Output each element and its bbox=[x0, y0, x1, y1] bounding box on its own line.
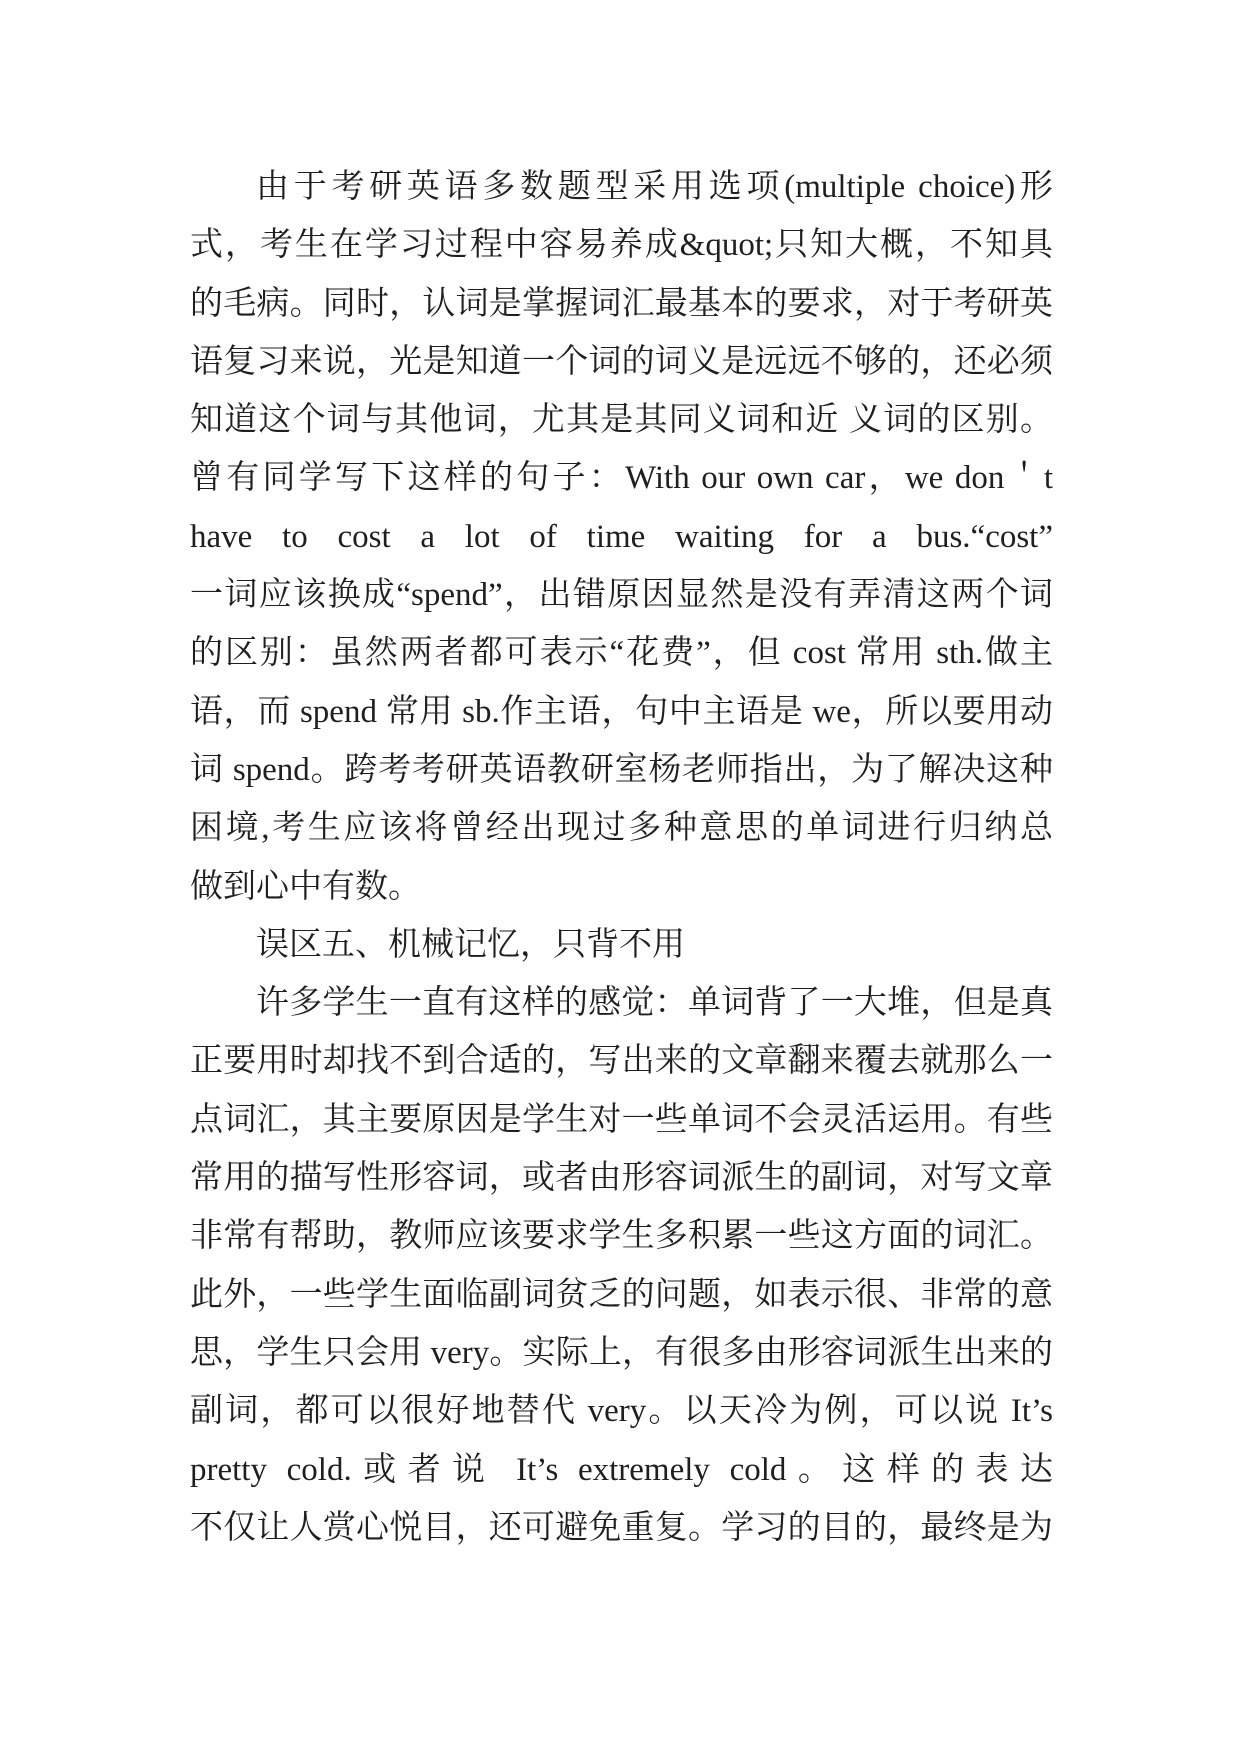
text-line: 非常有帮助，教师应该要求学生多积累一些这方面的词汇。 bbox=[190, 1218, 1053, 1255]
document-body bbox=[190, 158, 1053, 1557]
text-line: 的毛病。同时，认词是掌握词汇最基本的要求，对于考研英 bbox=[190, 285, 1053, 322]
text-line: pretty cold.或者说 It’s extremely cold。这样的表达 bbox=[190, 1451, 1053, 1488]
text-line: 式，考生在学习过程中容易养成&quot;只知大概，不知具 bbox=[190, 227, 1053, 264]
text-line: 思，学生只会用 very。实际上，有很多由形容词派生出来的 bbox=[190, 1334, 1053, 1371]
text-line: 正要用时却找不到合适的，写出来的文章翻来覆去就那么一 bbox=[190, 1043, 1053, 1080]
text-line: 常用的描写性形容词，或者由形容词派生的副词，对写文章 bbox=[190, 1160, 1053, 1197]
text-line: 许多学生一直有这样的感觉：单词背了一大堆，但是真 bbox=[256, 985, 1053, 1022]
text-line: 副词，都可以很好地替代 very。以天冷为例，可以说 It’s bbox=[190, 1393, 1053, 1430]
text-line: 不仅让人赏心悦目，还可避免重复。学习的目的，最终是为 bbox=[190, 1509, 1053, 1546]
paragraph bbox=[190, 974, 1053, 1557]
text-line: 的区别：虽然两者都可表示“花费”，但 cost 常用 sth.做主 bbox=[190, 635, 1053, 672]
text-line: 点词汇，其主要原因是学生对一些单词不会灵活运用。有些 bbox=[190, 1101, 1053, 1138]
paragraph bbox=[190, 158, 1053, 916]
text-line: 词 spend。跨考考研英语教研室杨老师指出，为了解决这种 bbox=[190, 751, 1053, 788]
text-line: 此外，一些学生面临副词贫乏的问题，如表示很、非常的意 bbox=[190, 1276, 1053, 1313]
text-line: 语，而 spend 常用 sb.作主语，句中主语是 we，所以要用动 bbox=[190, 693, 1053, 730]
text-line: 做到心中有数。 bbox=[190, 868, 421, 905]
section-heading-text: 误区五、机械记忆，只背不用 bbox=[256, 926, 685, 963]
text-line: 一词应该换成“spend”，出错原因显然是没有弄清这两个词 bbox=[190, 577, 1053, 614]
text-line: 由于考研英语多数题型采用选项(multiple choice)形 bbox=[256, 169, 1053, 205]
section-heading bbox=[190, 916, 1053, 974]
text-line: 困境,考生应该将曾经出现过多种意思的单词进行归纳总 bbox=[190, 810, 1053, 847]
text-line: 曾有同学写下这样的句子：With our own car，we don＇t bbox=[190, 460, 1053, 497]
text-line: have to cost a lot of time waiting for a bus.“cost” bbox=[190, 518, 1053, 555]
text-line: 语复习来说，光是知道一个词的词义是远远不够的，还必须 bbox=[190, 343, 1053, 380]
text-line: 知道这个词与其他词，尤其是其同义词和近 义词的区别。 bbox=[190, 402, 1053, 439]
